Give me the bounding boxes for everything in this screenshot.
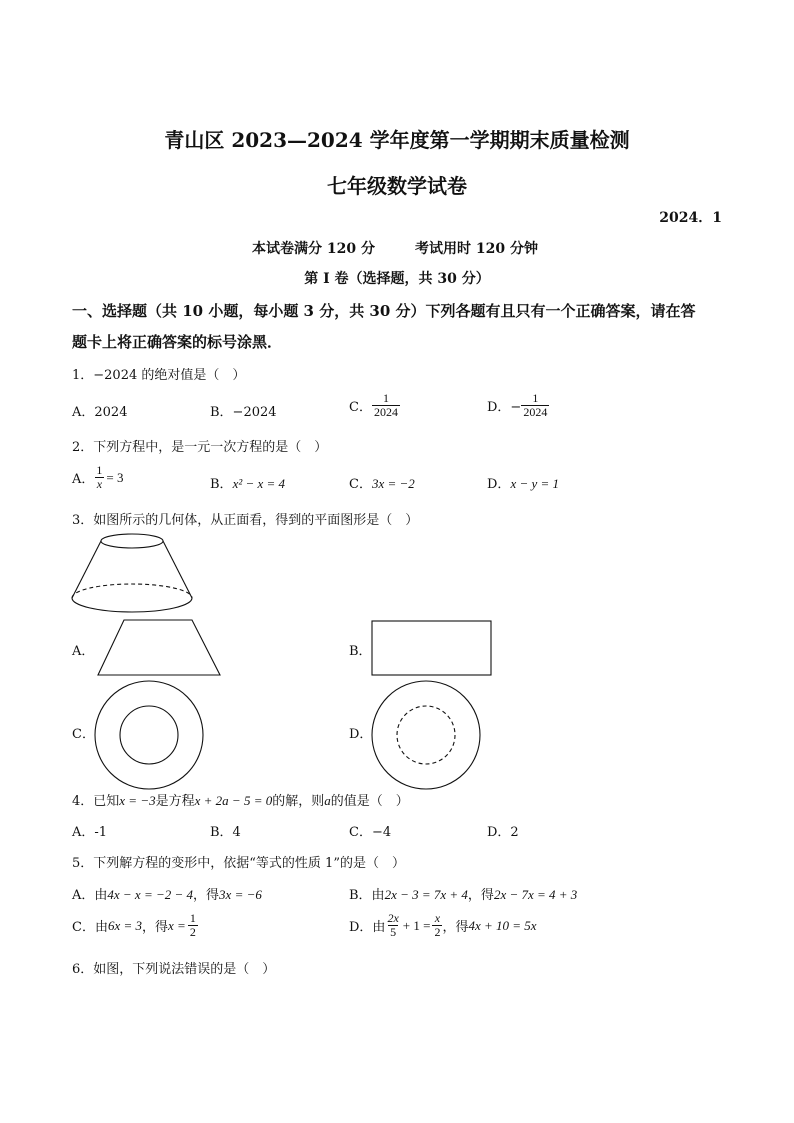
question-1-stem: 1．−2024 的绝对值是（ ） (72, 368, 246, 383)
exam-title: 青山区 2023—2024 学年度第一学期期末质量检测 (164, 128, 630, 152)
question-3-option-d-label: D． (349, 727, 373, 742)
option-text: ，得 (442, 920, 469, 935)
option-math: 4x − x = −2 − 4 (107, 887, 194, 902)
fraction (94, 464, 104, 491)
fraction-numerator: 1 (96, 463, 103, 477)
option-label: C． (349, 400, 372, 415)
question-3-stem: 3．如图所示的几何体，从正面看，得到的平面图形是（ ） (72, 513, 419, 528)
option-math: + 1 = (402, 917, 431, 933)
fraction-denominator: 2024 (373, 405, 398, 419)
exam-score-info: 本试卷满分 120 分 (252, 241, 375, 257)
stem-text: 是方程 (155, 794, 195, 809)
option-math: x = (168, 917, 186, 933)
question-2-stem: 2．下列方程中，是一元一次方程的是（ ） (72, 440, 328, 455)
question-2-option-c (349, 473, 415, 492)
stem-math: x = −3 (119, 793, 156, 808)
question-5-option-a (72, 884, 262, 903)
fraction-denominator: 2 (434, 925, 441, 939)
fraction-denominator: x (96, 477, 103, 491)
option-text: ，得 (142, 920, 169, 935)
question-2-option-d (487, 473, 559, 492)
option-label: D． (487, 477, 511, 492)
equation-rest: = 3 (106, 469, 124, 485)
fraction (188, 912, 198, 939)
fraction-numerator: x (434, 911, 441, 925)
option-text: A．由 (72, 888, 108, 903)
fraction-numerator: 1 (382, 391, 389, 405)
question-1-option-a: A．2024 (72, 405, 128, 420)
fraction-denominator: 2024 (523, 405, 548, 419)
exam-date: 2024．1 (659, 210, 722, 226)
concentric-circles-dashed-figure (371, 680, 481, 790)
exam-time-info: 考试用时 120 分钟 (415, 241, 538, 257)
fraction (372, 392, 400, 419)
option-math: 2x − 7x = 4 + 3 (493, 887, 578, 902)
equation: 3x = −2 (371, 476, 415, 491)
frustum-solid-figure (70, 530, 195, 616)
equation: x − y = 1 (510, 476, 560, 491)
fraction-numerator: 2x (387, 911, 399, 925)
question-4-option-d: D．2 (487, 825, 519, 840)
fraction (432, 912, 442, 939)
stem-math: a (324, 793, 331, 808)
question-1-option-d (487, 392, 549, 419)
question-6-stem: 6．如图，下列说法错误的是（ ） (72, 962, 276, 977)
question-5-option-d (349, 912, 537, 939)
option-math: 4x + 10 = 5x (468, 917, 537, 933)
equation: x² − x = 4 (232, 476, 286, 491)
option-text: B．由 (349, 888, 385, 903)
stem-text: 的值是（ ） (330, 794, 409, 809)
option-text: D．由 (349, 920, 386, 935)
fraction-numerator: 1 (532, 391, 539, 405)
section-instruction-line2: 题卡上将正确答案的标号涂黑． (72, 333, 283, 351)
rectangle-figure (371, 620, 493, 676)
fraction-denominator: 2 (189, 925, 196, 939)
option-math: 6x = 3 (107, 917, 142, 933)
option-text: ，得 (467, 888, 494, 903)
fraction (521, 392, 549, 419)
fraction (385, 912, 400, 939)
question-1-option-b: B．−2024 (210, 405, 277, 420)
question-4-option-a: A．-1 (72, 825, 108, 840)
section-instruction-line1: 一、选择题（共 10 小题，每小题 3 分，共 30 分）下列各题有且只有一个正确答案，请在答 (72, 302, 696, 320)
question-5-option-c (72, 912, 198, 939)
question-2-option-b (210, 473, 285, 492)
option-math: 2x − 3 = 7x + 4 (384, 887, 468, 902)
question-3-option-b-label: B． (349, 644, 372, 659)
part-title: 第 I 卷（选择题，共 30 分） (304, 271, 490, 287)
exam-subtitle: 七年级数学试卷 (327, 174, 467, 198)
option-math: 3x = −6 (219, 887, 262, 902)
option-text: C．由 (72, 920, 108, 935)
question-4-stem (72, 790, 409, 809)
question-1-option-c (349, 392, 400, 419)
question-2-option-a (72, 464, 123, 491)
question-5-stem: 5．下列解方程的变形中，依据“等式的性质 1”的是（ ） (72, 856, 405, 871)
option-text: ，得 (193, 888, 220, 903)
question-4-option-c: C．−4 (349, 825, 392, 840)
trapezoid-figure (96, 619, 222, 677)
question-4-option-b: B．4 (210, 825, 241, 840)
option-label: B． (210, 477, 233, 492)
option-label: A． (72, 472, 95, 487)
fraction-denominator: 5 (390, 925, 397, 939)
option-label: D．− (487, 400, 522, 415)
concentric-circles-solid-figure (94, 680, 204, 790)
fraction-numerator: 1 (189, 911, 196, 925)
question-3-option-c-label: C． (72, 727, 95, 742)
question-3-option-a-label: A． (72, 644, 95, 659)
question-5-option-b (349, 884, 577, 903)
option-label: C． (349, 477, 372, 492)
stem-math: x + 2a − 5 = 0 (194, 793, 273, 808)
stem-text: 4．已知 (72, 794, 120, 809)
stem-text: 的解，则 (272, 794, 325, 809)
